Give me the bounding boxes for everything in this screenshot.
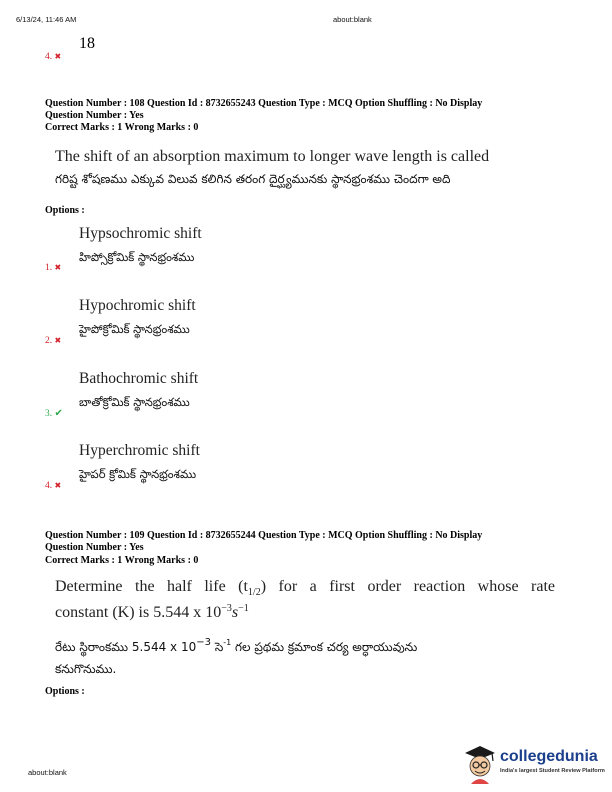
option-en: Hypsochromic shift <box>79 225 202 242</box>
logo-wordmark: collegedunia <box>500 748 598 765</box>
q109-marks: Correct Marks : 1 Wrong Marks : 0 <box>45 555 199 566</box>
q109-text-te-line2: కనుగొనుము. <box>55 662 117 676</box>
q109-text-part: constant (K) is 5.544 x 10 <box>55 604 222 621</box>
prev-option-text: 18 <box>79 35 95 52</box>
cross-icon: ✖ <box>54 263 62 272</box>
option-number <box>45 263 61 273</box>
mascot-icon <box>462 744 498 784</box>
option-en: Hyperchromic shift <box>79 442 200 459</box>
q108-marks: Correct Marks : 1 Wrong Marks : 0 <box>45 122 199 133</box>
option-number-label: 4. <box>45 481 53 491</box>
option-en: Hypochromic shift <box>79 297 196 314</box>
option-number <box>45 408 63 419</box>
q109-options-label: Options : <box>45 686 85 697</box>
unit-seconds: s <box>231 604 239 621</box>
q109-meta-line1: Question Number : 109 Question Id : 8732655244 Question Type : MCQ Option Shuffling : No Display <box>45 530 483 541</box>
option-te: బాతోక్రోమిక్ స్థానభ్రంశము <box>79 395 190 409</box>
exponent: −3 <box>196 637 211 648</box>
check-icon: ✔ <box>54 408 63 419</box>
q109-text-en-line1 <box>55 578 555 598</box>
option-number-label: 1. <box>45 263 53 273</box>
q109-text-part: గల ప్రథమ క్రమాంక చర్య అర్ధాయువును <box>231 640 418 654</box>
q109-text-te-line1 <box>55 637 417 657</box>
q108-text-te: గరిష్ట శోషణము ఎక్కువ విలువ కలిగిన తరంగ దైర్ఘ్యమునకు స్థానభ్రంశము చెందగా అది <box>55 172 451 186</box>
q109-text-en-line2 <box>55 603 249 622</box>
exponent: −1 <box>238 603 249 614</box>
option-en: Bathochromic shift <box>79 370 199 387</box>
q109-text-part: రేటు స్థిరాంకము 5.544 x 10 <box>55 640 197 654</box>
prev-option-number <box>45 52 61 62</box>
logo-tagline: India's largest Student Review Platform <box>500 768 605 774</box>
option-number-label: 4. <box>45 52 53 62</box>
cross-icon: ✖ <box>54 336 62 345</box>
q108-options-label: Options : <box>45 205 85 216</box>
q108-meta-line2: Question Number : Yes <box>45 110 144 121</box>
q109-text-part: సె <box>211 640 224 654</box>
option-te: హైపర్ క్రోమిక్ స్థానభ్రంశము <box>79 467 197 481</box>
option-te: హిప్సోక్రోమిక్ స్థానభ్రంశము <box>79 250 195 264</box>
q109-meta-line2: Question Number : Yes <box>45 542 144 553</box>
option-number <box>45 336 61 346</box>
half-life-subscript: 1/2 <box>247 587 261 598</box>
collegedunia-logo <box>462 740 608 788</box>
option-te: హైపోక్రోమిక్ స్థానభ్రంశము <box>79 322 190 336</box>
option-number-label: 2. <box>45 336 53 346</box>
q108-text-en: The shift of an absorption maximum to longer wave length is called <box>55 148 490 165</box>
exponent: −3 <box>221 603 232 614</box>
cross-icon: ✖ <box>54 481 62 490</box>
q109-text-part: ) for a first order reaction whose rate <box>260 578 555 595</box>
q108-meta-line1: Question Number : 108 Question Id : 8732655243 Question Type : MCQ Option Shuffling : No Display <box>45 98 483 109</box>
option-number <box>45 481 61 491</box>
exponent: -1 <box>223 638 232 647</box>
print-url: about:blank <box>333 15 372 24</box>
footer-url: about:blank <box>28 768 67 777</box>
option-number-label: 3. <box>45 409 53 419</box>
q109-text-part: Determine the half life (t <box>55 578 248 595</box>
print-datetime: 6/13/24, 11:46 AM <box>16 15 77 24</box>
cross-icon: ✖ <box>54 52 62 61</box>
